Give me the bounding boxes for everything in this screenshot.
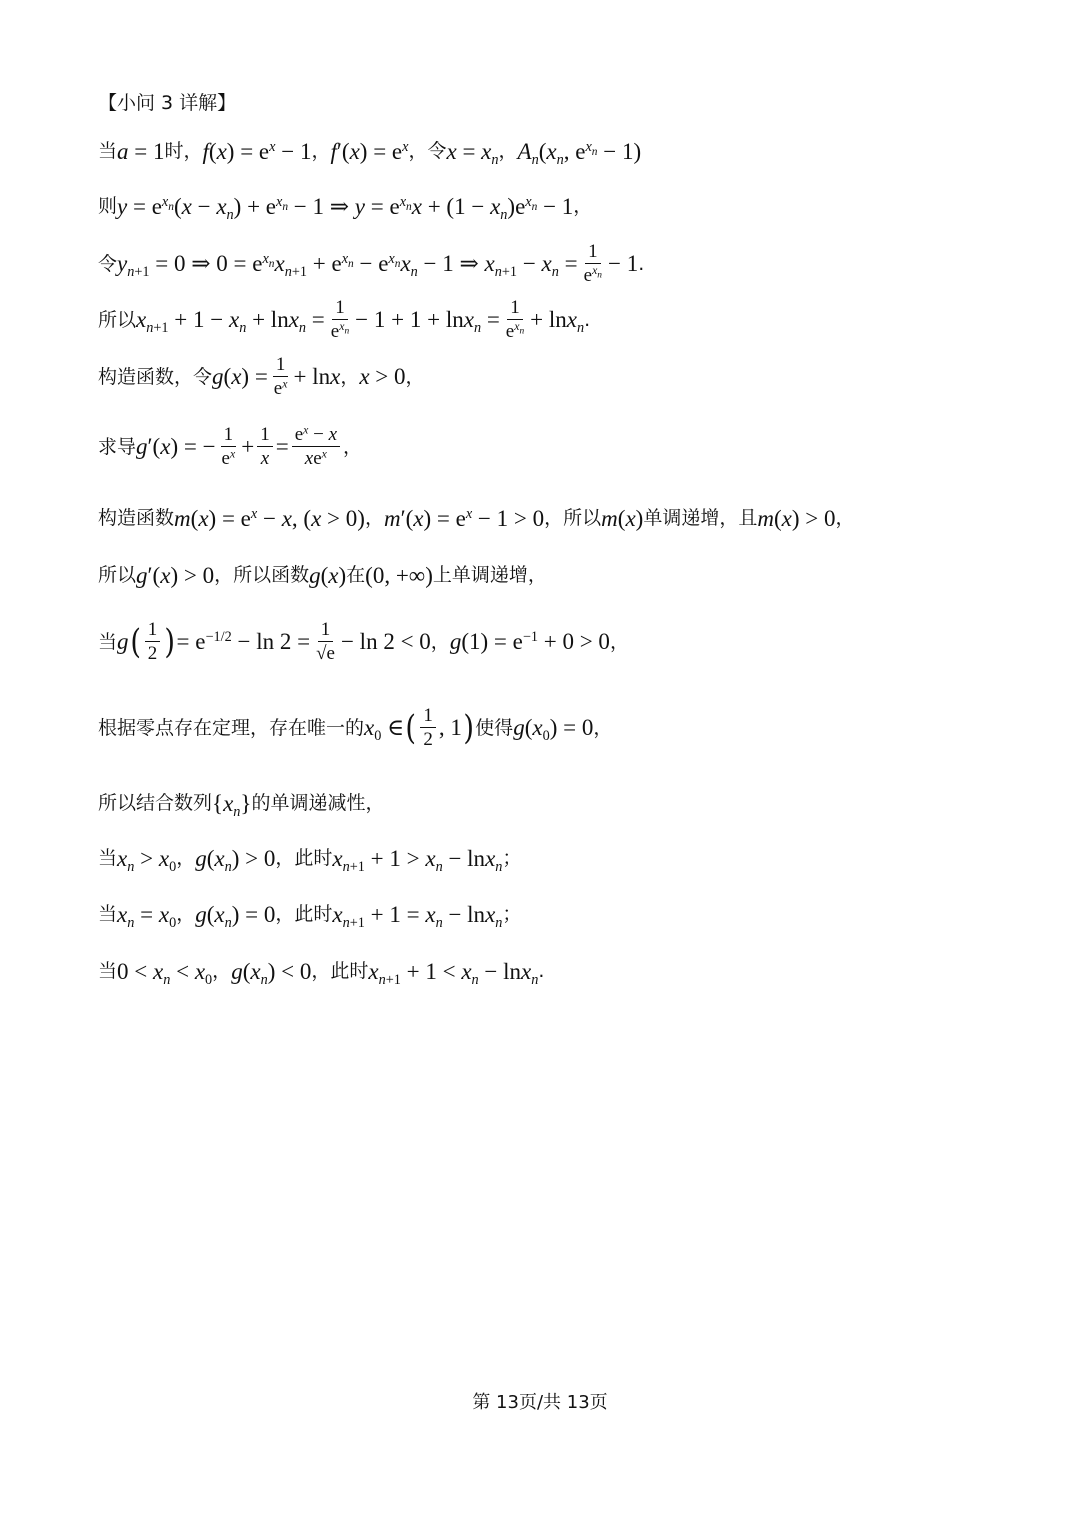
solution-line-5 [98, 355, 1020, 399]
formula: = [275, 434, 289, 460]
formula: g′(x) = − [136, 434, 216, 460]
formula: $0 < x_n < x_0$ [117, 959, 213, 988]
solution-line-2 [98, 193, 1020, 221]
left-paren: ( [405, 707, 417, 748]
text-segment: ， [405, 365, 425, 388]
right-paren: ) [164, 621, 176, 662]
text-segment: 在 [346, 564, 366, 587]
formula: m(x) > 0 [757, 506, 836, 531]
page-footer [0, 1388, 1080, 1414]
text-segment: 所以 [98, 564, 137, 587]
text-segment: ， [212, 960, 232, 983]
text-segment: 根据零点存在定理，存在唯一的 [98, 716, 365, 739]
text-segment: ； [502, 903, 522, 926]
text-segment: 的单调递减性， [251, 792, 385, 815]
text-segment: ， [430, 630, 450, 653]
solution-line-12 [98, 845, 1020, 873]
formula: g(x) = [212, 364, 268, 390]
formula: $g(x_n) > 0$ [195, 846, 276, 875]
formula: + [241, 434, 255, 460]
formula: + lnx [293, 364, 341, 390]
text-segment: 令 [98, 252, 118, 275]
solution-line-4 [98, 298, 1020, 342]
formula: $A_n(x_n$, $e^{x_n} - 1$) [517, 139, 642, 168]
text-segment: 所以 [98, 308, 137, 331]
formula: $g(1) = e^{-1} + 0 > 0$ [449, 629, 610, 655]
text-segment: 使得 [475, 716, 514, 739]
formula: − ln 2 < 0 [340, 629, 431, 655]
text-segment: ， [498, 140, 518, 163]
formula: $g(x_n) < 0$ [231, 959, 312, 988]
text-segment: . [638, 252, 645, 275]
formula: (0, +∞) [365, 563, 433, 588]
right-paren: ) [463, 707, 474, 748]
text-segment: ，所以函数 [214, 564, 310, 587]
text-segment: ，此时 [275, 903, 333, 926]
solution-line-8 [98, 562, 1020, 590]
text-segment: ， [593, 716, 613, 739]
formula: , 1 [438, 715, 462, 741]
solution-line-11 [98, 790, 1020, 818]
text-segment: 所以结合数列 [98, 792, 213, 815]
fraction: $\frac{e^x - x}{xe^x}$ [292, 425, 340, 469]
fraction: $\frac{1}{e^x}$ [273, 354, 288, 399]
text-segment: 上单调递增， [432, 564, 547, 587]
fraction: $\frac{1}{e^x}$ [221, 424, 236, 469]
solution-line-6 [98, 425, 1020, 469]
text-segment: 当 [98, 630, 118, 653]
text-segment: . [584, 308, 591, 331]
solution-line-13 [98, 901, 1020, 929]
formula: = $e^{-1/2} - \ln 2$ = [176, 629, 311, 655]
text-segment: ， [176, 903, 196, 926]
fraction: $\frac{1}{2}$ [145, 620, 161, 664]
formula: − 1 + 1 + lnx$_n$ = [355, 307, 500, 337]
formula: $x_{n+1} + 1 > x_n - \ln x_n$ [332, 846, 503, 875]
left-paren: ( [129, 621, 141, 662]
text-segment: ， [609, 630, 629, 653]
text-segment: 当 [98, 140, 118, 163]
text-segment: 时， [164, 140, 203, 163]
formula: $x_{n+1} + 1 - x_n + \ln x_n$ = [136, 307, 325, 337]
formula: x > 0 [359, 364, 406, 390]
text-segment: ， [176, 847, 196, 870]
formula: − 1 [608, 251, 639, 277]
fraction: $\frac{1}{√e}$ [316, 619, 335, 664]
heading-text: 【小问 3 详解】 [98, 92, 237, 114]
formula: $g(x_0) = 0$ [513, 715, 594, 745]
formula: $x_{n+1} + 1 < x_n - \ln x_n$ [368, 959, 539, 988]
solution-line-9 [98, 620, 1020, 664]
text-segment: ， [835, 507, 855, 530]
formula: a = 1 [117, 139, 165, 164]
formula: $y = e^{x_n}(x - x_n) + e^{x_n} - 1$ ⇒ $y = e^{x_n}x + (1 - x_n)e^{x_n} - 1$ [117, 194, 574, 223]
formula: $g(x_n) = 0$ [195, 902, 276, 931]
fraction: $\frac{1}{e^{x_n}}$ [505, 297, 525, 342]
page-number-text: 第 13页/共 13页 [472, 1392, 608, 1413]
text-segment: 构造函数，令 [98, 365, 213, 388]
formula: g [117, 629, 129, 655]
formula: $m(x) = e^x - x$, (x > 0) [174, 506, 365, 531]
section-heading [98, 92, 1020, 115]
text-segment: ， [311, 140, 331, 163]
solution-line-10 [98, 706, 1020, 750]
text-segment: ，此时 [275, 847, 333, 870]
text-segment: ； [502, 847, 522, 870]
formula: + lnx$_n$ [530, 307, 585, 337]
text-segment: 则 [98, 195, 118, 218]
formula: $x_n > x_0$ [117, 846, 177, 875]
formula: $x_n = x_0$ [117, 902, 177, 931]
text-segment: ，令 [408, 140, 447, 163]
formula: $f(x) = e^x - 1$ [202, 139, 312, 164]
formula: $x_0$ ∈ [364, 715, 405, 745]
text-segment: ，所以 [544, 507, 602, 530]
fraction: $\frac{1}{e^{x_n}}$ [330, 297, 350, 342]
solution-line-3 [98, 242, 1020, 286]
formula: $\{x_n\}$ [212, 791, 252, 820]
text-segment: 求导 [98, 435, 137, 458]
fraction: $\frac{1}{x}$ [257, 425, 273, 469]
formula: $x = x_n$ [446, 139, 499, 168]
text-segment: ， [364, 507, 384, 530]
formula: $f'(x) = e^x$ [330, 139, 409, 164]
solution-line-14 [98, 958, 1020, 986]
text-segment: ， [343, 435, 363, 458]
formula: $x_{n+1} + 1 = x_n - \ln x_n$ [332, 902, 503, 931]
text-segment: 单调递增，且 [643, 507, 758, 530]
fraction: $\frac{1}{2}$ [420, 706, 436, 750]
text-segment: . [538, 960, 545, 983]
formula: $y_{n+1} = 0$ ⇒ $0 = e^{x_n}x_{n+1} + e^{x_n} - e^{x_n}x_n - 1$ ⇒ $x_{n+1} - x_n$ = [117, 251, 578, 281]
formula: g(x) [309, 563, 347, 588]
formula: $m'(x) = e^x - 1 > 0$ [383, 506, 545, 531]
solution-line-7 [98, 505, 1020, 533]
formula: m(x) [601, 506, 644, 531]
text-segment: 当 [98, 960, 118, 983]
text-segment: ，此时 [311, 960, 369, 983]
text-segment: 当 [98, 847, 118, 870]
text-segment: ， [573, 195, 593, 218]
text-segment: ， [340, 365, 360, 388]
fraction: $\frac{1}{e^{x_n}}$ [583, 241, 602, 286]
text-segment: 构造函数 [98, 507, 175, 530]
solution-line-1 [98, 138, 1020, 166]
text-segment: 当 [98, 903, 118, 926]
formula: g′(x) > 0 [136, 563, 215, 588]
